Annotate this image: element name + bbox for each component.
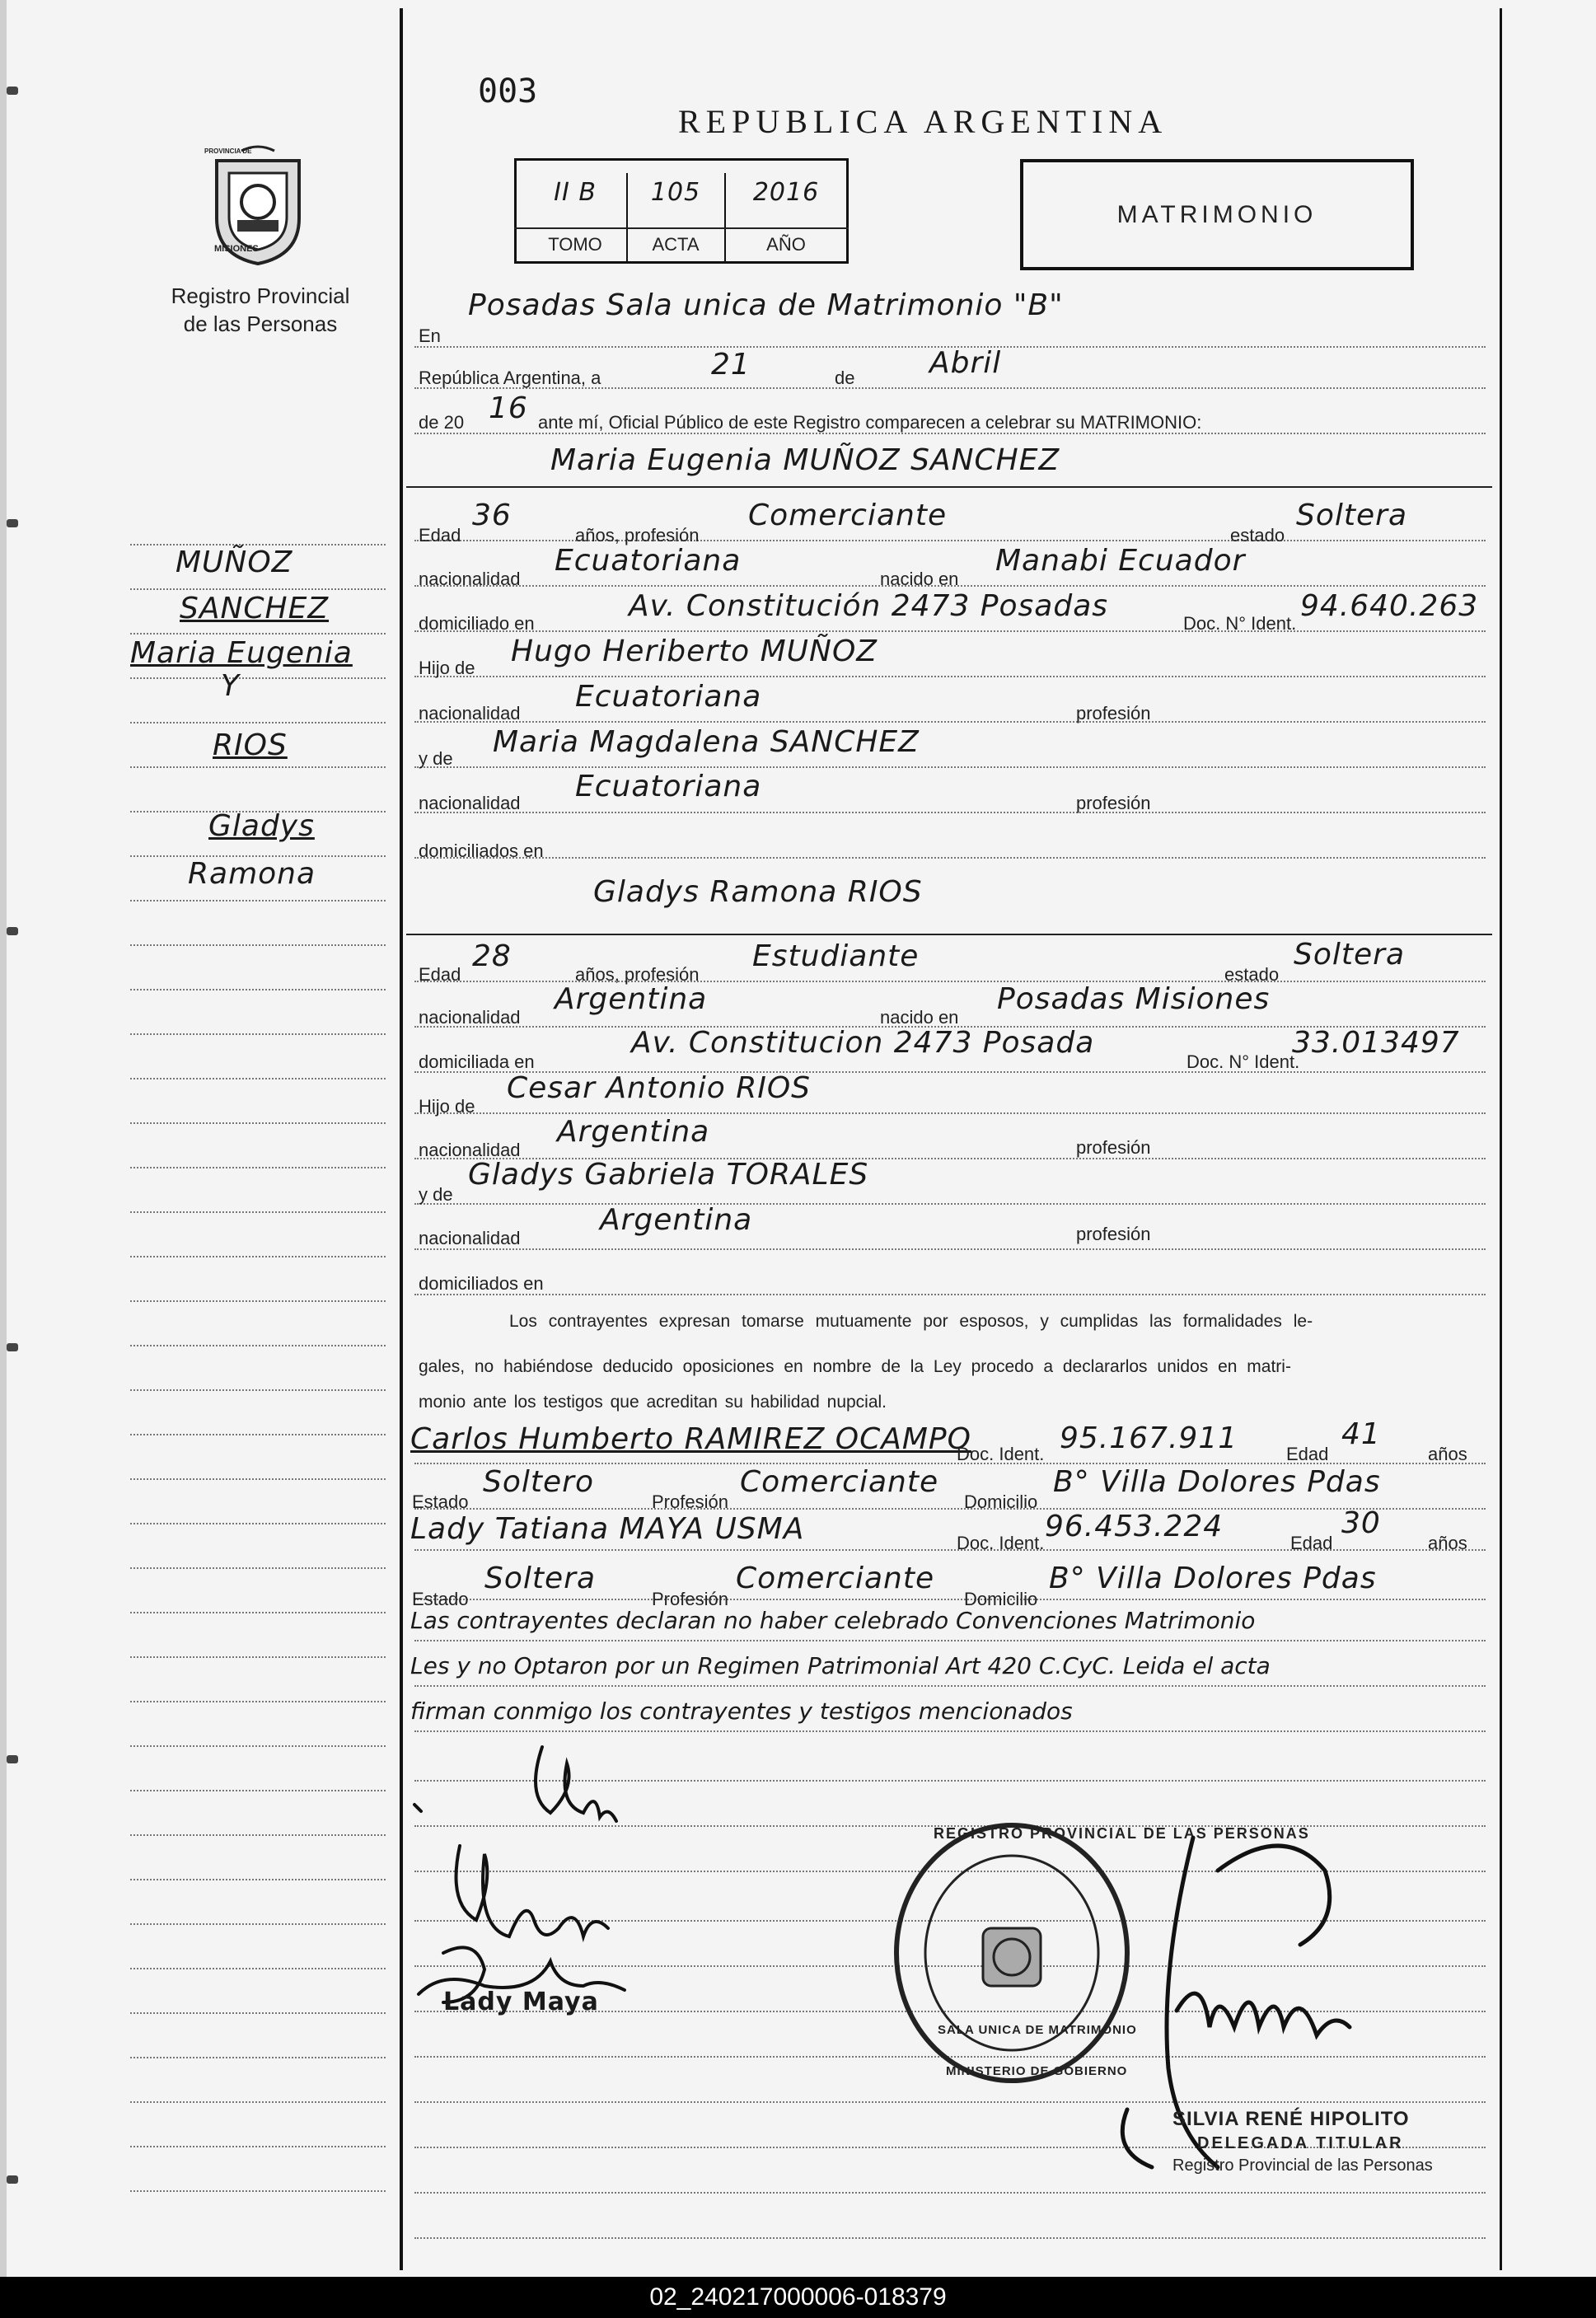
de-label: de: [835, 368, 855, 388]
spouse2-nacido-en: Posadas Misiones: [997, 982, 1271, 1016]
notes-line2: Les y no Optaron por un Regimen Patrimonial Art 420 C.CyC. Leida el acta: [410, 1652, 1271, 1679]
spouse1-doc: 94.640.263: [1300, 589, 1479, 623]
witness2-domicilio: B° Villa Dolores Pdas: [1049, 1562, 1377, 1595]
left-margin-rule: [400, 8, 403, 2270]
ruled-line: [414, 766, 1486, 768]
spouse2-profesion: Estudiante: [752, 939, 920, 973]
ruled-line: [130, 1879, 386, 1880]
spouse2-estado: Soltera: [1294, 938, 1406, 972]
spouse1-father-prof-label: profesión: [1076, 703, 1151, 723]
margin-given-names-3: Ramona: [188, 857, 316, 891]
ruled-line: [130, 944, 386, 946]
spouse1-father: Hugo Heriberto MUÑOZ: [511, 635, 878, 668]
spouse2-father-nac: Argentina: [557, 1115, 710, 1149]
ruled-line: [130, 2101, 386, 2103]
witness1-anios-label: años: [1428, 1444, 1467, 1464]
witness1-name: Carlos Humberto RAMIREZ OCAMPO: [410, 1422, 971, 1456]
right-margin-rule: [1500, 8, 1502, 2270]
box-divider: [514, 227, 849, 229]
witness2-domicilio-label: Domicilio: [964, 1589, 1038, 1609]
ruled-line: [130, 1790, 386, 1791]
spouse2-mother-prof-label: profesión: [1076, 1224, 1151, 1244]
ruled-line: [130, 2012, 386, 2014]
spouse1-nacionalidad-label: nacionalidad: [419, 569, 521, 589]
declaration-line2: gales, no habiéndose deducido oposiciones en nombre de la Ley procedo a declararlos unidos en matri-: [419, 1357, 1291, 1376]
acta-value: 105: [650, 178, 701, 207]
witness1-domicilio: B° Villa Dolores Pdas: [1053, 1465, 1381, 1499]
spouse1-yde-label: y de: [419, 748, 453, 769]
spouse1-mother: Maria Magdalena SANCHEZ: [493, 725, 920, 759]
registry-name-line1: Registro Provincial: [171, 283, 350, 308]
ruled-line: [414, 812, 1486, 813]
ruled-line: [130, 900, 386, 901]
spouse1-name: Maria Eugenia MUÑOZ SANCHEZ: [550, 443, 1060, 477]
margin-given-names-1: Maria Eugenia: [130, 636, 353, 670]
spouse2-nacionalidad-label: nacionalidad: [419, 1007, 521, 1028]
ruled-line: [130, 1434, 386, 1435]
witness1-edad: 41: [1341, 1417, 1381, 1451]
spouse2-yde-label: y de: [419, 1184, 453, 1205]
spouse2-mother: Gladys Gabriela TORALES: [468, 1158, 869, 1192]
spouse2-mother-nac-label: nacionalidad: [419, 1228, 521, 1248]
margin-conjunction: Y: [221, 669, 240, 703]
spouse1-hijo-label: Hijo de: [419, 658, 475, 678]
section-divider: [406, 486, 1492, 488]
ruled-line: [414, 1640, 1486, 1641]
witness2-profesion: Comerciante: [736, 1562, 935, 1595]
ruled-line: [130, 588, 386, 590]
margin-surname-2: SANCHEZ: [180, 592, 330, 625]
ceremony-month: Abril: [929, 346, 1002, 380]
spouse2-mother-nac: Argentina: [600, 1203, 753, 1237]
spouse2-doc: 33.013497: [1292, 1026, 1460, 1060]
spouse2-anios-profesion-label: años, profesión: [575, 964, 700, 985]
witness1-profesion: Comerciante: [740, 1465, 939, 1499]
ruled-line: [414, 1730, 1486, 1732]
binder-ring-icon: [7, 519, 18, 527]
official-name: SILVIA RENÉ HIPOLITO: [1172, 2108, 1410, 2130]
spouse2-domicilio: Av. Constitucion 2473 Posada: [631, 1026, 1095, 1060]
anio-label: AÑO: [766, 234, 806, 255]
ruled-line: [130, 1078, 386, 1079]
ruled-line: [130, 1745, 386, 1747]
ruled-line: [414, 2192, 1486, 2194]
ruled-line: [414, 1203, 1486, 1205]
ruled-line: [130, 989, 386, 990]
ruled-line: [130, 1834, 386, 1836]
ruled-line: [130, 1167, 386, 1168]
spouse2-nacido-label: nacido en: [880, 1007, 959, 1028]
spouse1-domiciliados-label: domiciliados en: [419, 841, 544, 861]
ruled-line: [414, 857, 1486, 859]
witness1-edad-label: Edad: [1286, 1444, 1329, 1464]
tomo-value: II B: [554, 178, 597, 207]
ruled-line: [130, 633, 386, 635]
spouse1-estado-label: estado: [1230, 525, 1285, 546]
republica-label: República Argentina, a: [419, 368, 601, 388]
spouse2-name: Gladys Ramona RIOS: [593, 875, 923, 909]
anio-value: 2016: [752, 178, 820, 207]
declaration-line1: Los contrayentes expresan tomarse mutuamente por esposos, y cumplidas las formalidades le-: [509, 1312, 1313, 1331]
act-type: MATRIMONIO: [1116, 201, 1318, 228]
ruled-line: [130, 1656, 386, 1658]
country-title: REPUBLICA ARGENTINA: [678, 103, 1168, 140]
seal-bottom-text: MISIONES: [214, 244, 259, 254]
witness2-profesion-label: Profesión: [652, 1589, 728, 1609]
ruled-line: [130, 2146, 386, 2147]
ruled-line: [130, 1033, 386, 1035]
official-title: DELEGADA TITULAR: [1197, 2134, 1404, 2152]
witness2-doc-label: Doc. Ident.: [957, 1533, 1045, 1553]
spouse1-nacionalidad: Ecuatoriana: [555, 544, 742, 578]
spouse1-nacido-en: Manabi Ecuador: [995, 544, 1246, 578]
file-id-footer: 02_240217000006-018379: [0, 2277, 1596, 2318]
ruled-line: [130, 1211, 386, 1213]
witness1-doc: 95.167.911: [1060, 1421, 1238, 1455]
witness2-printed-name: Lady Maya: [443, 1988, 599, 2016]
spouse2-father: Cesar Antonio RIOS: [507, 1071, 812, 1105]
stamp-ring-text: REGISTRO PROVINCIAL DE LAS PERSONAS: [934, 1825, 1310, 1842]
spouse2-estado-label: estado: [1224, 964, 1280, 985]
ruled-line: [130, 1567, 386, 1569]
spouse2-domiciliados-label: domiciliados en: [419, 1273, 544, 1294]
witness2-name: Lady Tatiana MAYA USMA: [410, 1512, 805, 1546]
ruled-line: [414, 1508, 1486, 1510]
ruled-line: [130, 1389, 386, 1391]
binder-ring-icon: [7, 87, 18, 95]
ruled-line: [414, 1112, 1486, 1114]
notes-line3: firman conmigo los contrayentes y testigos mencionados: [410, 1698, 1073, 1725]
record-number: 003: [478, 73, 538, 110]
margin-surname-1: MUÑOZ: [176, 546, 293, 579]
witness1-estado-label: Estado: [412, 1491, 469, 1512]
ruled-line: [130, 722, 386, 723]
ruled-line: [414, 2237, 1486, 2239]
spouse1-mother-nac: Ecuatoriana: [575, 770, 762, 803]
ceremony-day: 21: [711, 348, 751, 382]
witness2-estado-label: Estado: [412, 1589, 469, 1609]
witness2-doc: 96.453.224: [1045, 1510, 1224, 1543]
ruled-line: [130, 1701, 386, 1702]
spouse1-father-nac-label: nacionalidad: [419, 703, 521, 723]
seal-top-text: PROVINCIA DE: [204, 148, 252, 155]
stamp-inner-text: SALA UNICA DE MATRIMONIO: [938, 2023, 1137, 2037]
ruled-line: [130, 1612, 386, 1613]
ruled-line: [130, 1256, 386, 1257]
spouse1-edad-label: Edad: [419, 525, 461, 546]
ruled-line: [130, 677, 386, 679]
spouse2-nacionalidad: Argentina: [555, 982, 708, 1016]
ceremony-place: Posadas Sala unica de Matrimonio "B": [468, 288, 1064, 322]
spouse1-doc-label: Doc. N° Ident.: [1183, 613, 1297, 634]
ruled-line: [414, 1248, 1486, 1250]
ruled-line: [130, 1923, 386, 1925]
spouse1-domicilio: Av. Constitución 2473 Posadas: [629, 589, 1109, 623]
spouse1-profesion: Comerciante: [748, 499, 948, 532]
acta-label: ACTA: [652, 234, 700, 255]
registry-name-line2: de las Personas: [183, 311, 338, 336]
year-prefix: de 20: [419, 412, 465, 433]
ruled-line: [130, 2190, 386, 2192]
spouse2-domiciliada-label: domiciliada en: [419, 1051, 535, 1072]
ruled-line: [130, 1345, 386, 1346]
ruled-line: [130, 766, 386, 768]
en-label: En: [419, 325, 441, 346]
spouse1-anios-profesion-label: años, profesión: [575, 525, 700, 546]
section-divider: [406, 934, 1492, 935]
spouse1-estado: Soltera: [1296, 499, 1408, 532]
binder-ring-icon: [7, 1343, 18, 1351]
tomo-label: TOMO: [548, 234, 602, 255]
ruled-line: [130, 1300, 386, 1302]
spouse2-father-nac-label: nacionalidad: [419, 1140, 521, 1160]
stamp-bottom-text: MINISTERIO DE GOBIERNO: [946, 2064, 1128, 2078]
witness2-estado: Soltera: [484, 1562, 597, 1595]
ceremony-year-suffix: 16: [489, 391, 528, 425]
ruled-line: [130, 1478, 386, 1480]
spouse2-edad: 28: [472, 939, 512, 973]
notes-line1: Las contrayentes declaran no haber celebrado Convenciones Matrimonio: [410, 1607, 1256, 1634]
ruled-line: [414, 721, 1486, 723]
margin-given-names-2: Gladys: [208, 809, 315, 843]
ruled-line: [414, 1294, 1486, 1295]
spouse1-domiciliado-label: domiciliado en: [419, 613, 535, 634]
spouse1-nacido-label: nacido en: [880, 569, 959, 589]
witness1-doc-label: Doc. Ident.: [957, 1444, 1045, 1464]
ruled-line: [414, 1599, 1486, 1600]
ruled-line: [414, 630, 1486, 632]
official-org: Registro Provincial de las Personas: [1172, 2156, 1433, 2175]
witness1-profesion-label: Profesión: [652, 1491, 728, 1512]
spouse1-mother-nac-label: nacionalidad: [419, 793, 521, 813]
ruled-line: [414, 1685, 1486, 1687]
signatures-handwritten: [410, 1739, 658, 2085]
ruled-line: [130, 1968, 386, 1969]
ruled-line: [130, 1122, 386, 1124]
ruled-line: [130, 2057, 386, 2058]
spouse2-father-prof-label: profesión: [1076, 1137, 1151, 1158]
binder-ring-icon: [7, 1755, 18, 1763]
witness1-estado: Soltero: [483, 1465, 594, 1499]
margin-surname-3: RIOS: [213, 728, 288, 762]
ruled-line: [414, 676, 1486, 677]
declaration-line3: monio ante los testigos que acreditan su habilidad nupcial.: [419, 1393, 887, 1412]
spouse2-edad-label: Edad: [419, 964, 461, 985]
witness2-edad: 30: [1341, 1506, 1381, 1540]
ceremony-statement: ante mí, Oficial Público de este Registro comparecen a celebrar su MATRIMONIO:: [538, 412, 1202, 433]
binder-ring-icon: [7, 2175, 18, 2184]
binder-ring-icon: [7, 927, 18, 935]
witness2-anios-label: años: [1428, 1533, 1467, 1553]
witness1-domicilio-label: Domicilio: [964, 1491, 1038, 1512]
spouse1-edad: 36: [472, 499, 512, 532]
witness2-edad-label: Edad: [1290, 1533, 1333, 1553]
ruled-line: [130, 1523, 386, 1524]
spouse1-mother-prof-label: profesión: [1076, 793, 1151, 813]
spouse1-father-nac: Ecuatoriana: [575, 680, 762, 714]
spouse2-hijo-label: Hijo de: [419, 1096, 475, 1117]
spouse2-doc-label: Doc. N° Ident.: [1186, 1051, 1300, 1072]
